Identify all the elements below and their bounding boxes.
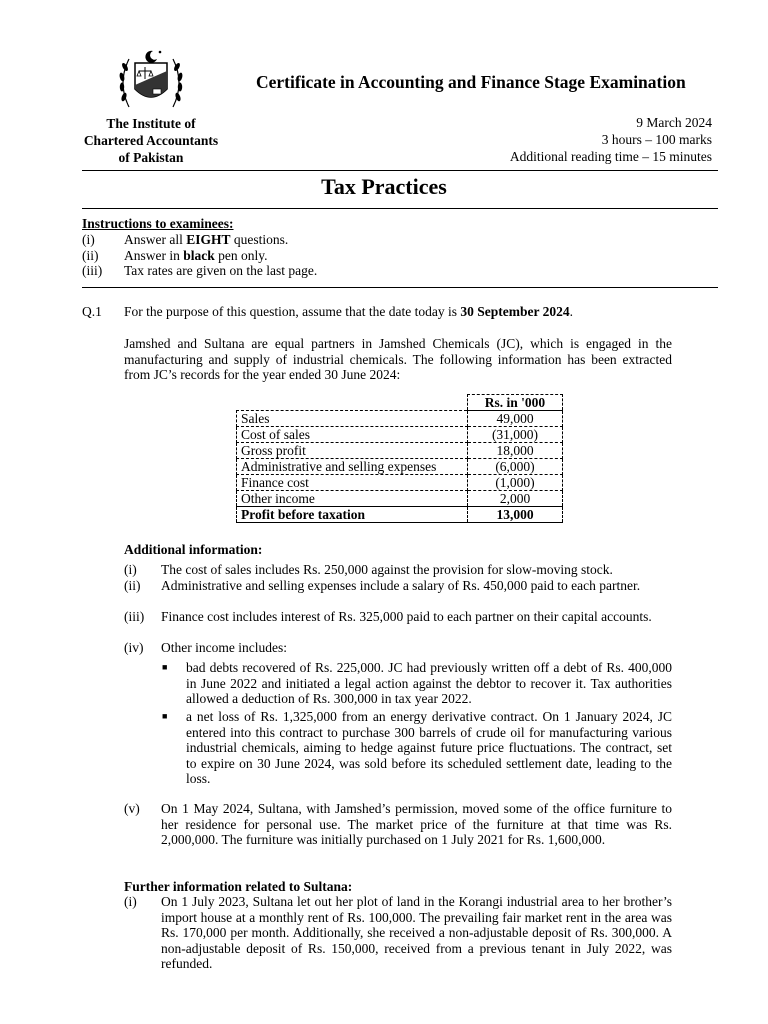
additional-item: (v) On 1 May 2024, Sultana, with Jamshed’s permission, moved some of the office furniture to her residence for personal use. The market price of the furniture at that time was Rs. 2,000,000. The furniture was initially purchased on 1 July 2021 for Rs. 1,600,000. bbox=[124, 801, 672, 847]
bullet-item: ■ bad debts recovered of Rs. 225,000. JC had previously written off a debt of Rs. 400,000 in June 2022 and initiated a legal action against the debtor to recover it. Tax authorities allowed a deduction of Rs. 300,000 in tax year 2022. bbox=[162, 660, 672, 706]
table-row: Gross profit 18,000 bbox=[237, 443, 563, 459]
additional-item: (ii) Administrative and selling expenses include a salary of Rs. 450,000 paid to each partner. bbox=[124, 578, 641, 593]
additional-item: (iii) Finance cost includes interest of Rs. 325,000 paid to each partner on their capital accounts. bbox=[124, 609, 652, 624]
additional-item: (iv) Other income includes: bbox=[124, 640, 287, 655]
reading-time: Additional reading time – 15 minutes bbox=[509, 149, 712, 164]
question-paragraph: Jamshed and Sultana are equal partners in Jamshed Chemicals (JC), which is engaged in the manufacturing and supply of industrial chemicals. The following information has been extracted from JC’s records for the year ended 30 June 2024: bbox=[124, 336, 672, 382]
further-info-heading: Further information related to Sultana: bbox=[124, 879, 353, 894]
paper-title: Tax Practices bbox=[321, 174, 447, 199]
question-intro: For the purpose of this question, assume that the date today is 30 September 2024. bbox=[124, 304, 573, 319]
divider bbox=[82, 208, 718, 209]
bullet-square-icon: ■ bbox=[162, 662, 168, 672]
institute-name: The Institute of Chartered Accountants of Pakistan bbox=[83, 116, 219, 165]
table-row: Administrative and selling expenses (6,000) bbox=[237, 459, 563, 475]
instructions-list bbox=[82, 232, 317, 279]
instruction-item: (ii) Answer in black pen only. bbox=[82, 247, 268, 263]
exam-details bbox=[510, 114, 712, 165]
table-row: Finance cost (1,000) bbox=[237, 475, 563, 491]
divider bbox=[82, 287, 718, 288]
table-row: Cost of sales (31,000) bbox=[237, 427, 563, 443]
table-header-row bbox=[237, 395, 563, 411]
exam-duration: 3 hours – 100 marks bbox=[601, 132, 712, 147]
divider bbox=[82, 170, 718, 171]
amount-column-header: Rs. in '000 bbox=[468, 395, 563, 411]
exam-date: 9 March 2024 bbox=[636, 115, 712, 130]
instructions-heading: Instructions to examinees: bbox=[82, 216, 234, 231]
bullet-square-icon: ■ bbox=[162, 711, 168, 721]
table-total-row: Profit before taxation 13,000 bbox=[237, 507, 563, 523]
table-row: Sales 49,000 bbox=[237, 411, 563, 427]
further-item: (i) On 1 July 2023, Sultana let out her plot of land in the Korangi industrial area to her brother’s import house at a monthly rent of Rs. 100,000. The prevailing fair market rent in the area was Rs. 170,000 per month. Additionally, she received a non-adjustable deposit of Rs. 300,000. A non-adjustable deposit of Rs. 150,000, received from a previous tenant in July 2022, was refunded. bbox=[124, 894, 672, 971]
instruction-item: (i) Answer all EIGHT questions. bbox=[82, 232, 289, 247]
income-statement-table bbox=[236, 394, 563, 523]
table-row: Other income 2,000 bbox=[237, 491, 563, 507]
icap-crest-logo bbox=[115, 45, 187, 117]
additional-info-heading: Additional information: bbox=[124, 542, 263, 557]
bullet-item: ■ a net loss of Rs. 1,325,000 from an energy derivative contract. On 1 January 2024, JC entered into this contract to purchase 300 barrels of crude oil for manufacturing various industrial chemicals, aiming to hedge against future price fluctuations. The contract, set to expire on 30 June 2024, was sold before its scheduled settlement date, leading to the loss. bbox=[162, 709, 672, 786]
additional-item: (i) The cost of sales includes Rs. 250,000 against the provision for slow-moving stock. bbox=[124, 562, 613, 577]
instruction-item: (iii) Tax rates are given on the last page. bbox=[82, 263, 318, 278]
certificate-title: Certificate in Accounting and Finance Stage Examination bbox=[256, 72, 686, 92]
question-number: Q.1 bbox=[82, 304, 102, 319]
